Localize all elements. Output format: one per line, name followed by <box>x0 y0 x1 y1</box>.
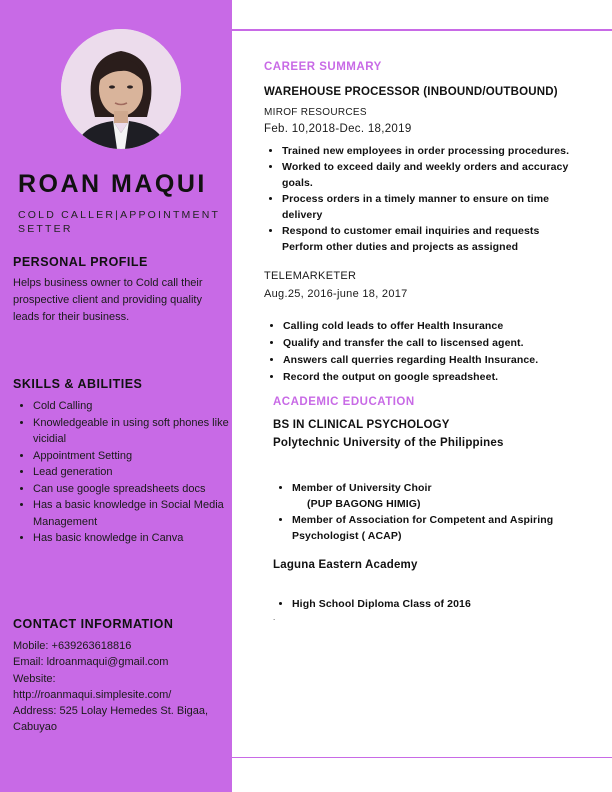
list-item: • Member of Association for Competent and Aspiring Psychologist ( ACAP) <box>292 512 592 544</box>
list-item: • Process orders in a timely manner to ensure on time delivery <box>282 191 592 223</box>
job1-dates: Feb. 10,2018-Dec. 18,2019 <box>264 123 412 135</box>
list-item: • Calling cold leads to offer Health Insurance <box>283 318 612 335</box>
portrait-image <box>61 29 181 149</box>
list-item: • Knowledgeable in using soft phones like vicidial <box>33 415 243 448</box>
email-address: Email: ldroanmaqui@gmail.com <box>13 656 169 669</box>
school2-name: Laguna Eastern Academy <box>273 559 418 571</box>
job1-duties <box>264 143 612 255</box>
school2-activities <box>274 596 612 612</box>
contact-info <box>13 638 213 736</box>
personal-profile-text: Helps business owner to Cold call their prospective client and providing quality leads for their business. <box>13 277 203 323</box>
top-divider <box>232 29 612 31</box>
list-item: • Can use google spreadsheets docs <box>33 481 243 498</box>
trailing-mark: . <box>273 613 276 622</box>
list-item: • Qualify and transfer the call to liscensed agent. <box>283 335 612 352</box>
job2-duties <box>265 318 612 386</box>
candidate-name: ROAN MAQUI <box>18 170 207 198</box>
list-item: • Cold Calling <box>33 398 243 415</box>
academic-education-heading: ACADEMIC EDUCATION <box>273 396 415 408</box>
career-summary-heading: CAREER SUMMARY <box>264 61 382 73</box>
list-item: • Respond to customer email inquiries and requests Perform other duties and projects as assigned <box>282 223 582 255</box>
job2-title: TELEMARKETER <box>264 270 357 282</box>
avatar <box>61 29 181 149</box>
list-item: • Record the output on google spreadsheet. <box>283 369 612 386</box>
degree-title: BS IN CLINICAL PSYCHOLOGY <box>273 419 450 431</box>
list-item: • Worked to exceed daily and weekly orders and accuracygoals. <box>282 159 612 191</box>
list-item: • Lead generation <box>33 464 243 481</box>
contact-heading: CONTACT INFORMATION <box>13 617 174 631</box>
list-item: • Member of University Choir (PUP BAGONG HIMIG) <box>292 480 612 512</box>
list-item: • Trained new employees in order processing procedures. <box>282 143 612 159</box>
postal-address: Address: 525 Lolay Hemedes St. Bigaa, Cabuyao <box>13 705 209 734</box>
mobile-number: Mobile: +639263618816 <box>13 640 132 652</box>
skills-heading: SKILLS & ABILITIES <box>13 377 143 391</box>
school1-activities <box>274 480 612 544</box>
website-link[interactable]: http://roanmaqui.simplesite.com/ <box>13 688 172 701</box>
job1-title: WAREHOUSE PROCESSOR (INBOUND/OUTBOUND) <box>264 86 558 98</box>
school1-name: Polytechnic University of the Philippines <box>273 437 504 449</box>
list-item: • High School Diploma Class of 2016 <box>292 596 612 612</box>
job1-company: MIROF RESOURCES <box>264 107 367 118</box>
personal-profile-heading: PERSONAL PROFILE <box>13 255 148 269</box>
bottom-divider <box>232 757 612 758</box>
candidate-tagline: COLD CALLER|APPOINTMENT SETTER <box>18 209 220 235</box>
list-item: • Appointment Setting <box>33 448 243 465</box>
list-item: • Has basic knowledge in Canva <box>33 530 243 547</box>
job2-dates: Aug.25, 2016-june 18, 2017 <box>264 288 408 300</box>
list-item: • Has a basic knowledge in Social Media Management <box>33 497 243 530</box>
website-label: Website: <box>13 672 56 685</box>
list-item: • Answers call querries regarding Health Insurance. <box>283 352 612 369</box>
skills-list <box>13 398 243 547</box>
